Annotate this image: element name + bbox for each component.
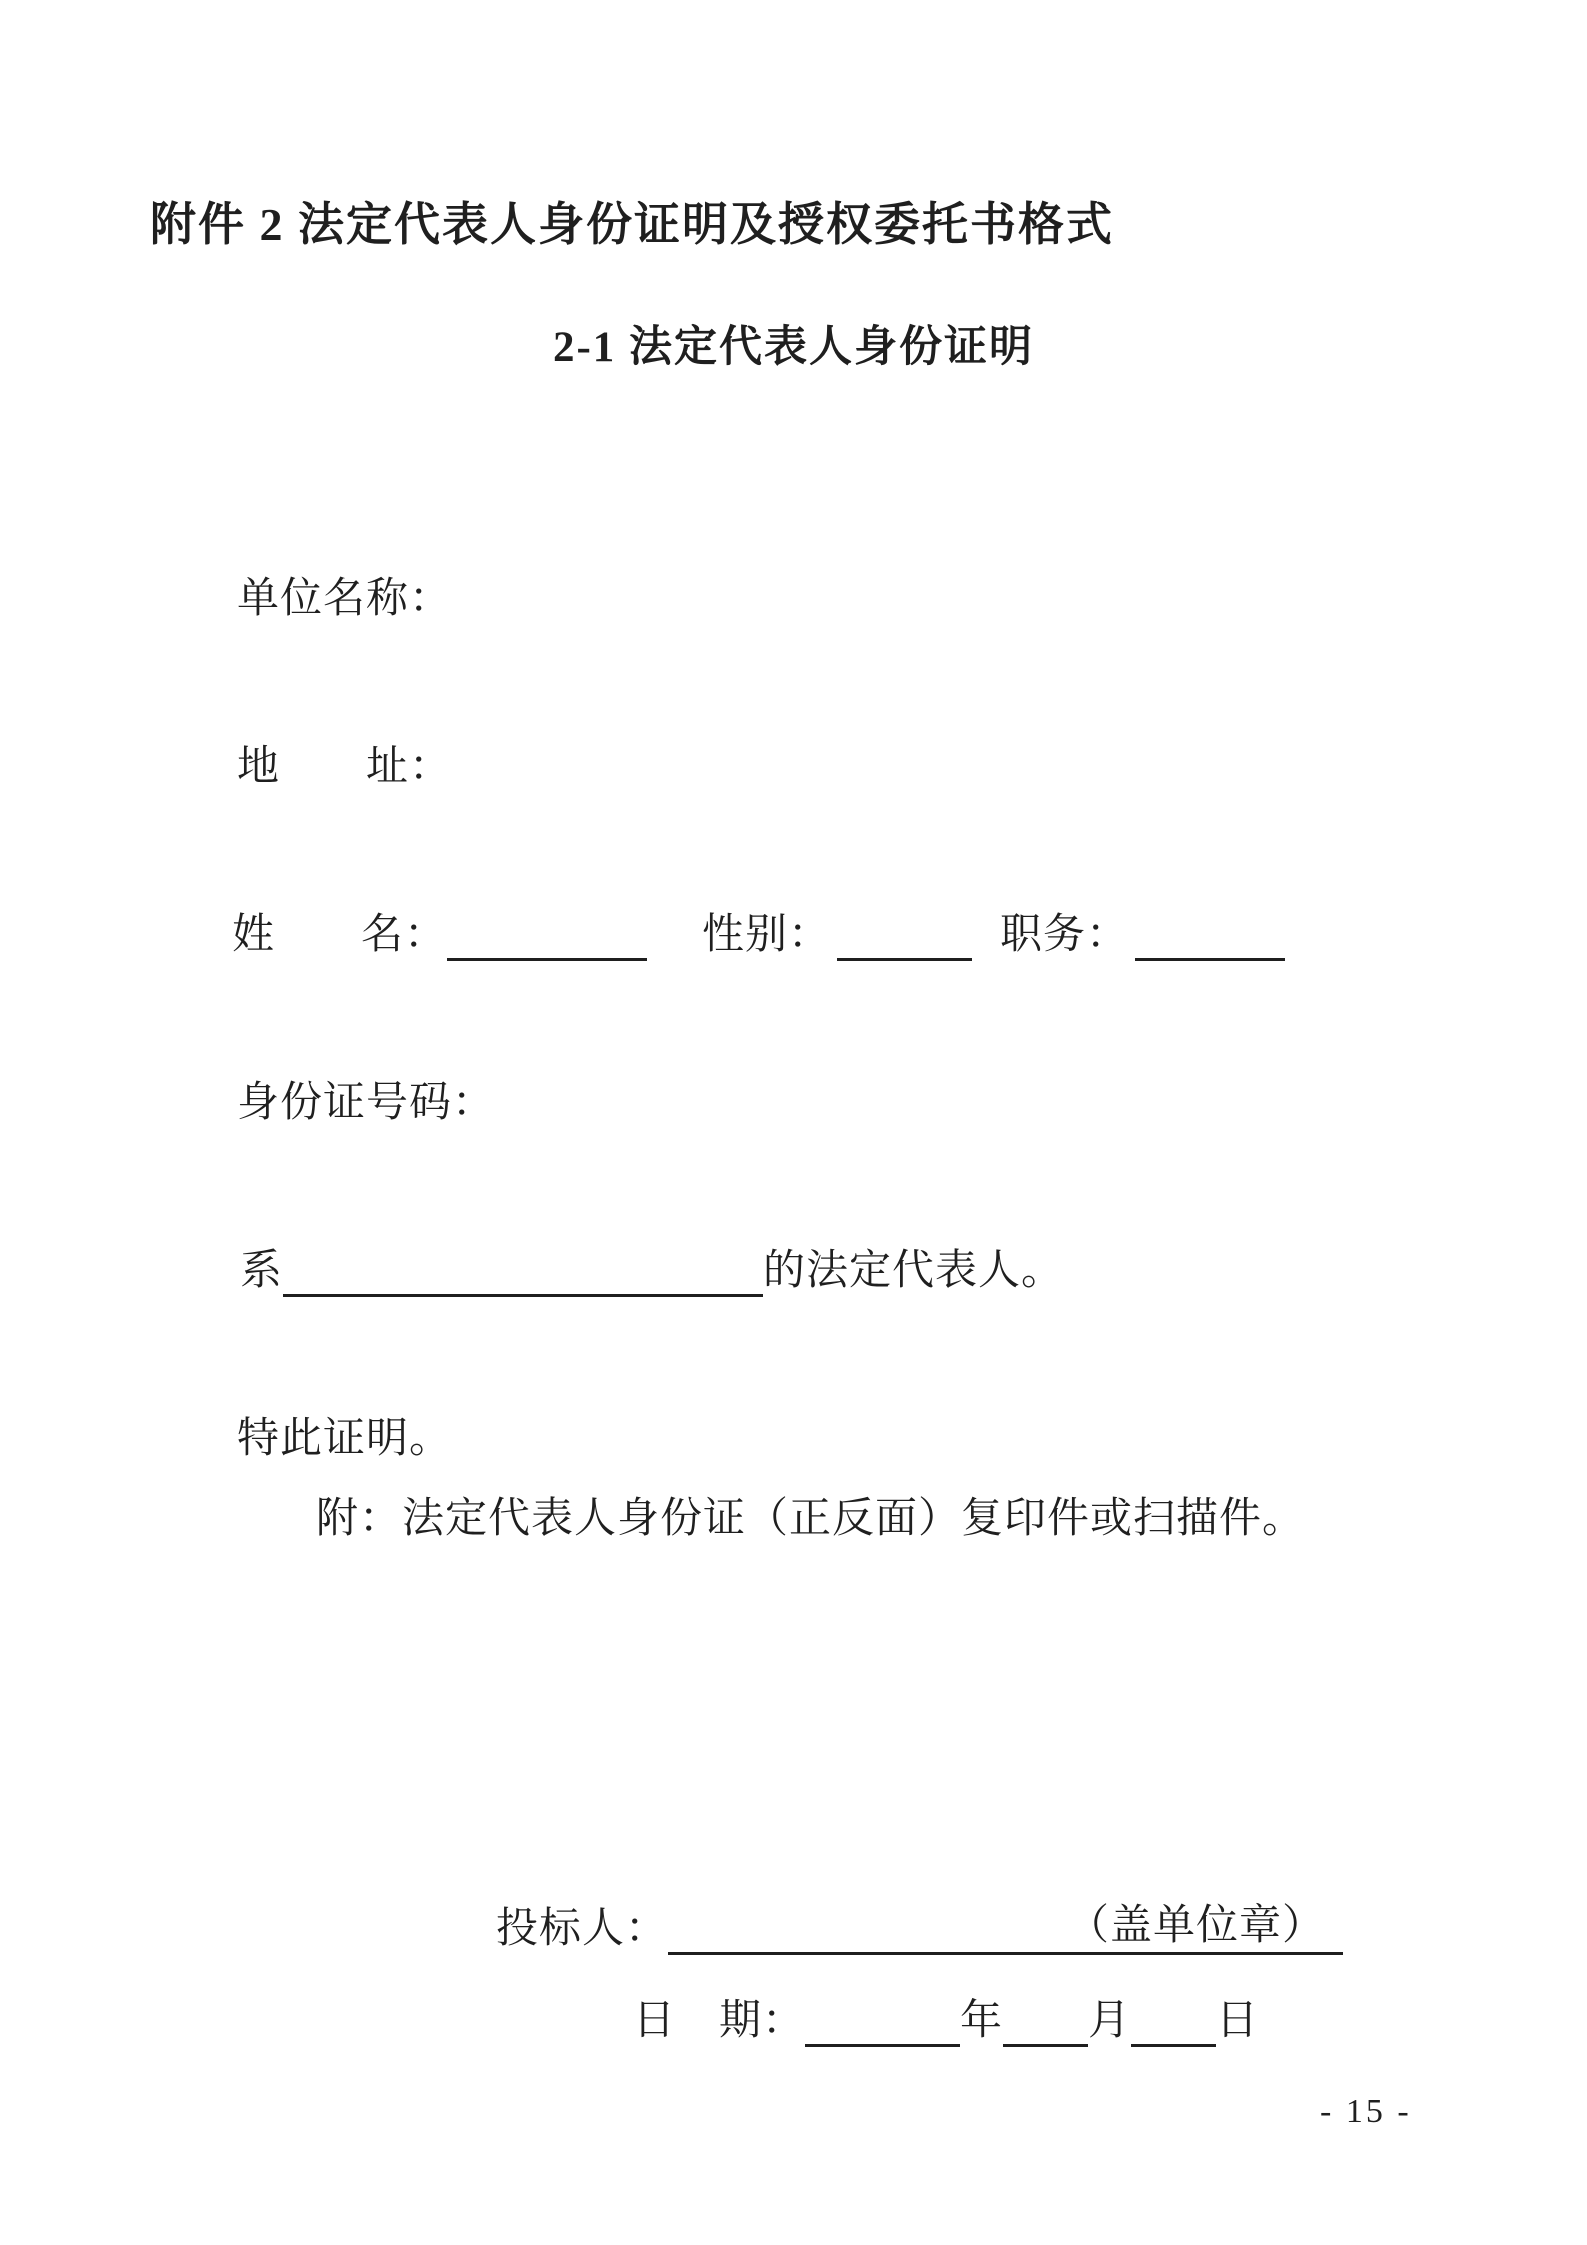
year-label: 年 [960,1998,1004,2044]
certify-statement-row [237,1413,452,1465]
legal-rep-prefix: 系 [240,1248,284,1294]
gender-blank [837,919,972,961]
position-label: 职务： [1000,912,1130,958]
address-row [237,741,452,793]
name-blank [447,919,647,961]
attachment-note: 附：法定代表人身份证（正反面）复印件或扫描件。 [316,1496,1306,1542]
bidder-signature-row [496,1900,1343,1955]
name-gender-position-row [232,909,1285,961]
legal-rep-row [240,1245,1064,1297]
company-name-blank [283,1255,763,1297]
legal-rep-suffix: 的法定代表人。 [763,1248,1065,1294]
unit-name-row [237,573,452,625]
date-row [633,1995,1259,2047]
day-label: 日 [1216,1998,1260,2044]
date-label: 日 期： [633,1998,806,2044]
attachment-heading: 附件 2 法定代表人身份证明及授权委托书格式 [150,199,1114,250]
unit-name-label: 单位名称： [237,576,453,622]
id-number-row [237,1077,495,1129]
section-heading: 2-1 法定代表人身份证明 [552,324,1035,371]
seal-note: （盖单位章） [1067,1903,1326,1949]
address-label: 地 址： [237,744,453,790]
day-blank [1131,2005,1216,2047]
name-label: 姓 名： [232,912,448,958]
month-label: 月 [1088,1998,1132,2044]
bidder-signature-blank [668,1900,1343,1955]
bidder-label: 投标人： [496,1906,669,1952]
attachment-note-row [316,1493,1305,1545]
gender-label: 性别： [702,912,832,958]
position-blank [1135,919,1285,961]
month-blank [1003,2005,1088,2047]
page-number: - 15 - [1320,2093,1412,2130]
year-blank [805,2005,960,2047]
id-number-label: 身份证号码： [237,1080,496,1126]
certify-statement: 特此证明。 [237,1416,453,1462]
